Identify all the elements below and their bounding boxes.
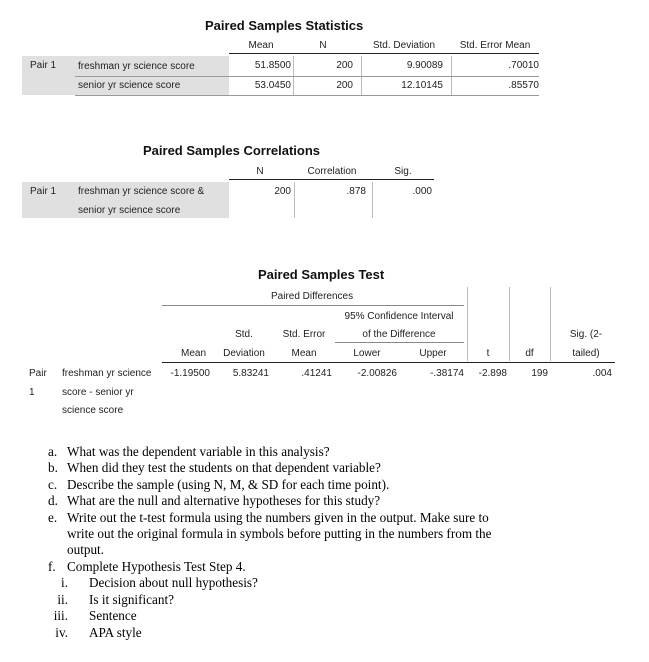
stats-row2-mean: 53.0450	[254, 80, 291, 91]
stats-row2-se: .85570	[508, 80, 539, 91]
subquestion-marker: i.	[61, 575, 68, 590]
stats-row1-sd: 9.90089	[406, 60, 443, 71]
corr-row-sig: .000	[412, 186, 432, 197]
stats-pair-label: Pair 1	[30, 60, 57, 71]
ttest-header-se-1: Std. Error	[282, 329, 326, 340]
subquestion-text: Decision about null hypothesis?	[89, 575, 258, 590]
ttest-header-mean: Mean	[180, 348, 206, 359]
ttest-header-sd-2: Deviation	[223, 348, 265, 359]
ttest-row-upper: -.38174	[430, 368, 464, 379]
corr-row-n: 200	[274, 186, 291, 197]
ttest-header-sig-1: Sig. (2-	[569, 329, 603, 340]
ttest-row-lower: -2.00826	[357, 368, 397, 379]
stats-header-rule	[229, 53, 539, 54]
stats-row1-label: freshman yr science score	[78, 61, 195, 72]
stats-title: Paired Samples Statistics	[205, 18, 364, 33]
subquestion-marker: iii.	[53, 608, 68, 623]
ttest-header-df: df	[525, 348, 534, 359]
question-marker: a.	[48, 444, 58, 459]
question-text: What are the null and alternative hypotheses for this study?	[67, 493, 381, 508]
ttest-header-se-2: Mean	[291, 348, 317, 359]
subquestion-text: Sentence	[89, 608, 137, 623]
ttest-header-upper: Upper	[419, 348, 447, 359]
stats-row1-mean: 51.8500	[254, 60, 291, 71]
ttest-header-sd-1: Std.	[235, 329, 253, 340]
stats-row2-label: senior yr science score	[78, 80, 181, 91]
question-marker: f.	[48, 559, 56, 574]
corr-header-sig: Sig.	[394, 166, 412, 177]
question-marker: b.	[48, 460, 58, 475]
subquestion-text: Is it significant?	[89, 592, 174, 607]
ttest-ci-label-1: 95% Confidence Interval	[344, 311, 454, 322]
corr-pair-label: Pair 1	[30, 186, 57, 197]
ttest-paired-diff-label: Paired Differences	[271, 291, 354, 302]
ttest-row-sig: .004	[592, 368, 612, 379]
corr-header-n: N	[256, 166, 264, 177]
question-text-line-3: output.	[67, 542, 104, 557]
ttest-title: Paired Samples Test	[258, 267, 385, 282]
subquestion-marker: iv.	[55, 625, 68, 640]
stats-row1-n: 200	[336, 60, 353, 71]
ttest-ci-label-2: of the Difference	[362, 329, 436, 340]
stats-row2-n: 200	[336, 80, 353, 91]
question-marker: d.	[48, 493, 58, 508]
question-text: What was the dependent variable in this analysis?	[67, 444, 330, 459]
ttest-row-se: .41241	[301, 368, 332, 379]
corr-header-rule	[229, 179, 434, 180]
question-text: Complete Hypothesis Test Step 4.	[67, 559, 246, 574]
ttest-row-label-1: freshman yr science	[62, 368, 152, 379]
question-text: Describe the sample (using N, M, & SD for each time point).	[67, 477, 390, 492]
stats-header-sd: Std. Deviation	[372, 40, 436, 51]
ttest-header-rule	[162, 362, 615, 363]
corr-row-label-1: freshman yr science score &	[78, 186, 205, 197]
ttest-row-t: -2.898	[478, 368, 507, 379]
ttest-row-sd: 5.83241	[232, 368, 269, 379]
subquestion-marker: ii.	[57, 592, 68, 607]
ttest-row-label-2: score - senior yr	[62, 387, 134, 398]
ttest-row-label-3: science score	[62, 405, 124, 416]
subquestion-text: APA style	[89, 625, 142, 640]
ttest-header-lower: Lower	[353, 348, 381, 359]
question-text: When did they test the students on that dependent variable?	[67, 460, 381, 475]
question-text-line-2: write out the original formula in symbols before putting in the numbers from the	[67, 526, 492, 541]
ttest-pair-label-1: Pair	[29, 368, 47, 379]
corr-header-corr: Correlation	[307, 166, 357, 177]
ttest-row-mean: -1.19500	[170, 368, 210, 379]
ttest-header-sig-2: tailed)	[572, 348, 600, 359]
corr-title: Paired Samples Correlations	[143, 143, 321, 158]
ttest-pair-label-2: 1	[29, 387, 35, 398]
question-marker: c.	[48, 477, 58, 492]
question-marker: e.	[48, 510, 58, 525]
stats-row2-sd: 12.10145	[401, 80, 443, 91]
question-text-line-1: Write out the t-test formula using the numbers given in the output. Make sure to	[67, 510, 489, 525]
ttest-row-df: 199	[531, 368, 548, 379]
corr-row-label-2: senior yr science score	[78, 205, 181, 216]
stats-header-n: N	[319, 40, 327, 51]
stats-header-se: Std. Error Mean	[459, 40, 531, 51]
stats-row1-se: .70010	[508, 60, 539, 71]
corr-row-corr: .878	[346, 186, 366, 197]
ttest-header-t: t	[486, 348, 490, 359]
stats-header-mean: Mean	[248, 40, 274, 51]
